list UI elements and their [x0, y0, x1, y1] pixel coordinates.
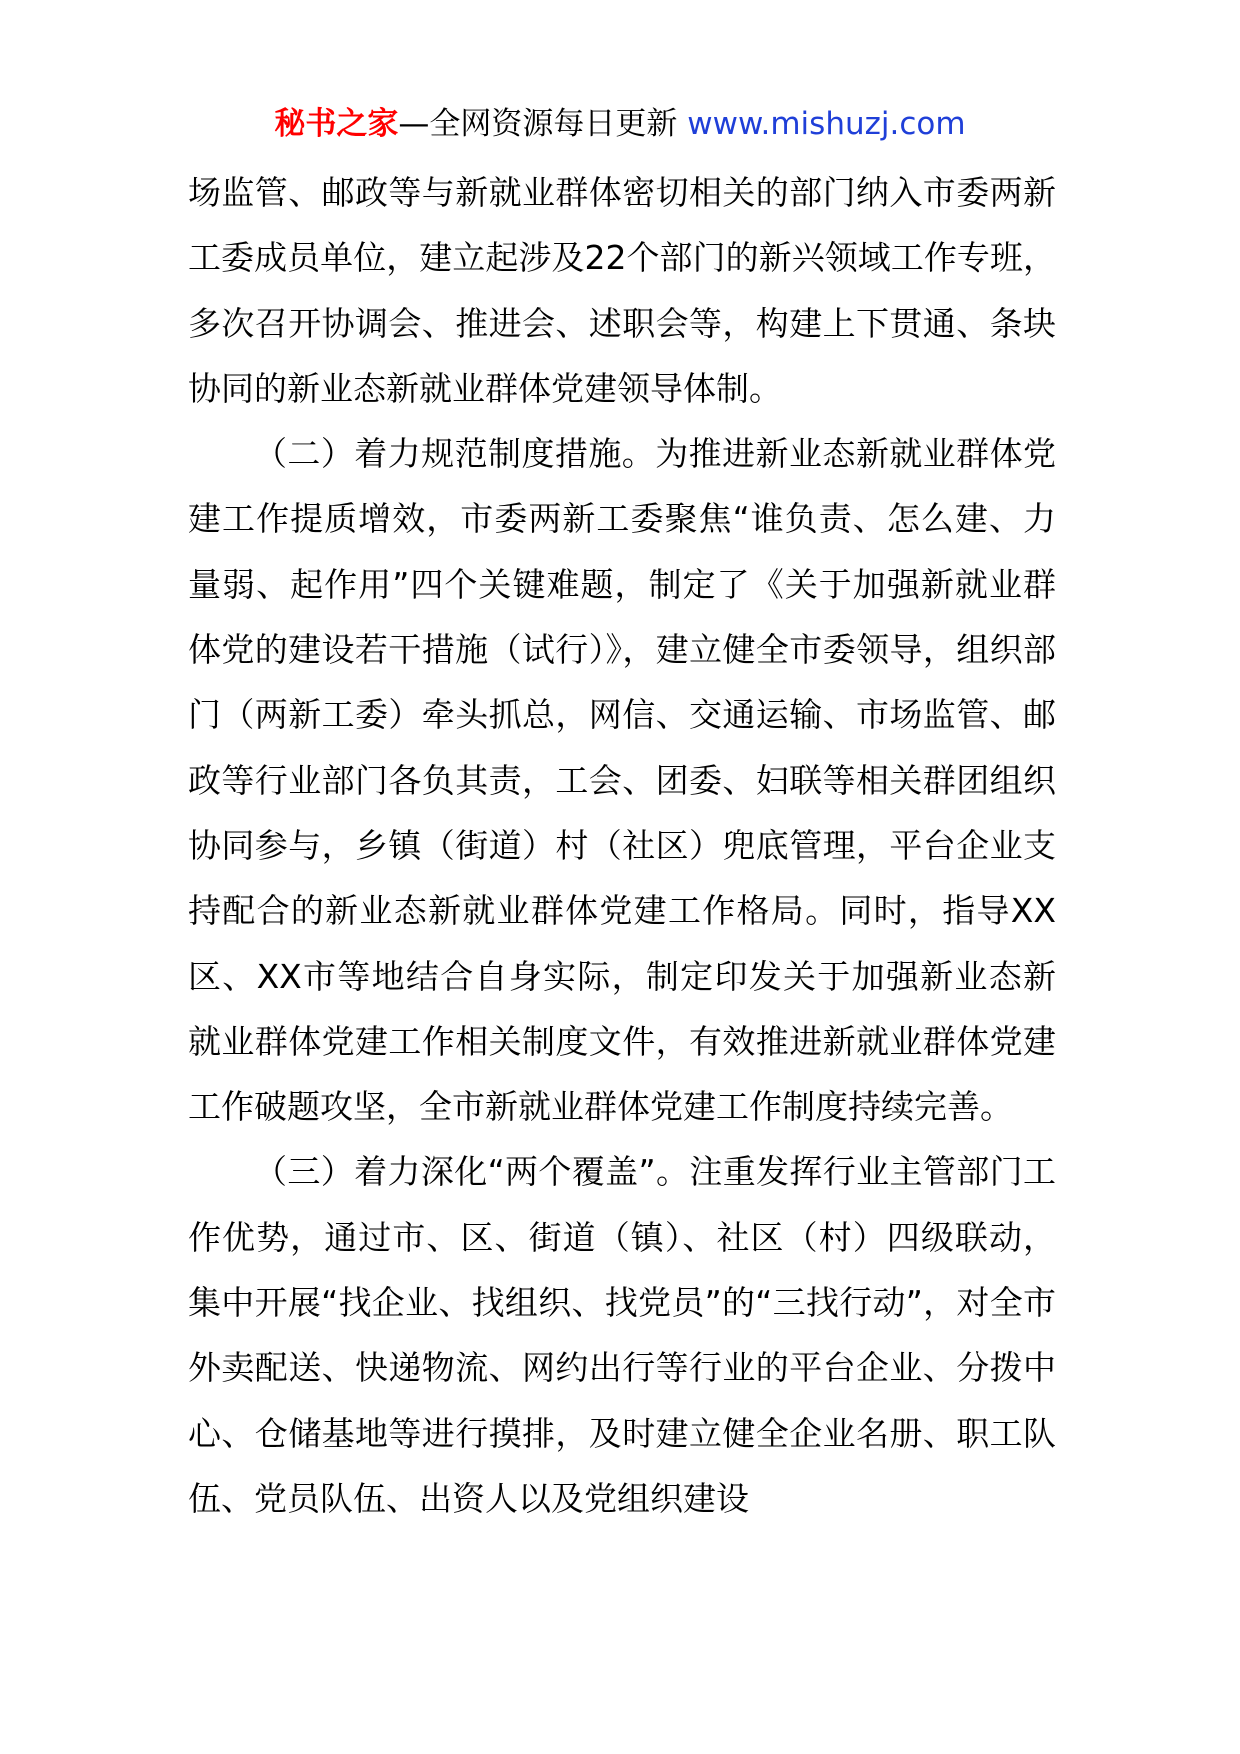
document-body — [188, 160, 1056, 1531]
paragraph-continuation: 场监管、邮政等与新就业群体密切相关的部门纳入市委两新工委成员单位，建立起涉及22个部门的新兴领域工作专班，多次召开协调会、推进会、述职会等，构建上下贯通、条块协同的新业态新就业群体党建领导体制。 — [188, 173, 1056, 408]
page-header — [0, 102, 1240, 146]
site-brand: 秘书之家 — [274, 106, 399, 142]
site-url[interactable]: www.mishuzj.com — [687, 106, 966, 142]
site-tagline: —全网资源每日更新 — [398, 106, 688, 142]
paragraph-section-2: （二）着力规范制度措施。为推进新业态新就业群体党建工作提质增效，市委两新工委聚焦“谁负责、怎么建、力量弱、起作用”四个关键难题，制定了《关于加强新就业群体党的建设若干措施（试行）》，建立健全市委领导，组织部门（两新工委）牵头抓总，网信、交通运输、市场监管、邮政等行业部门各负其责，工会、团委、妇联等相关群团组织协同参与，乡镇（街道）村（社区）兜底管理，平台企业支持配合的新业态新就业群体党建工作格局。同时，指导XX区、XX市等地结合自身实际，制定印发关于加强新业态新就业群体党建工作相关制度文件，有效推进新就业群体党建工作破题攻坚，全市新就业群体党建工作制度持续完善。 — [188, 434, 1056, 1127]
paragraph-section-3: （三）着力深化“两个覆盖”。注重发挥行业主管部门工作优势，通过市、区、街道（镇）、社区（村）四级联动，集中开展“找企业、找组织、找党员”的“三找行动”，对全市外卖配送、快递物流、网约出行等行业的平台企业、分拨中心、仓储基地等进行摸排，及时建立健全企业名册、职工队伍、党员队伍、出资人以及党组织建设 — [188, 1152, 1056, 1518]
